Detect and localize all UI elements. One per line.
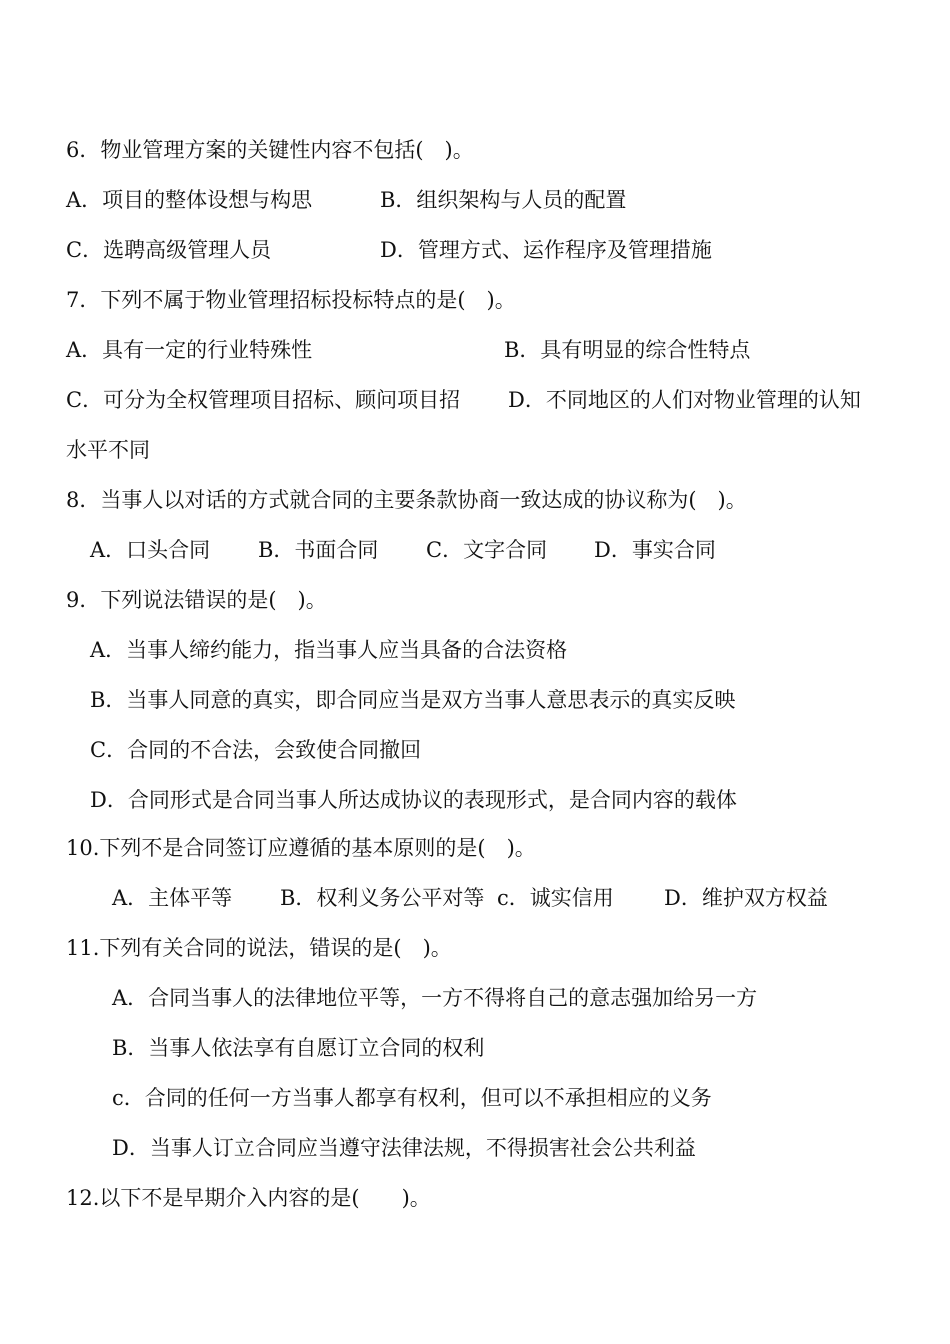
question-6-option-d: D．管理方式、运作程序及管理措施 <box>380 238 712 262</box>
question-10-option-a: A．主体平等 <box>112 886 233 910</box>
question-10-stem: 10.下列不是合同签订应遵循的基本原则的是( )。 <box>66 836 536 860</box>
question-10-option-d: D．维护双方权益 <box>664 886 828 910</box>
question-8-option-d: D．事实合同 <box>594 538 716 562</box>
question-7-option-d-continued: 水平不同 <box>66 438 150 462</box>
question-7-stem: 7．下列不属于物业管理招标投标特点的是( )。 <box>66 288 516 312</box>
question-9-option-a: A．当事人缔约能力，指当事人应当具备的合法资格 <box>90 638 568 662</box>
question-11-option-b: B．当事人依法享有自愿订立合同的权利 <box>112 1036 485 1060</box>
question-6-option-a: A．项目的整体设想与构思 <box>66 188 313 212</box>
question-11-option-c: c．合同的任何一方当事人都享有权利，但可以不承担相应的义务 <box>112 1086 712 1110</box>
question-12-stem: 12.以下不是早期介入内容的是( )。 <box>66 1186 431 1210</box>
question-9-stem: 9．下列说法错误的是( )。 <box>66 588 327 612</box>
question-6-stem: 6．物业管理方案的关键性内容不包括( )。 <box>66 138 474 162</box>
question-6-option-b: B．组织架构与人员的配置 <box>380 188 627 212</box>
question-9-option-b: B．当事人同意的真实，即合同应当是双方当事人意思表示的真实反映 <box>90 688 736 712</box>
question-7-option-b: B．具有明显的综合性特点 <box>504 338 751 362</box>
question-10-option-c: c．诚实信用 <box>497 886 614 910</box>
question-8-option-c: C．文字合同 <box>426 538 548 562</box>
question-7-option-c: C．可分为全权管理项目招标、顾问项目招 <box>66 388 461 412</box>
question-7-option-d: D．不同地区的人们对物业管理的认知 <box>508 388 861 412</box>
question-7-option-a: A．具有一定的行业特殊性 <box>66 338 313 362</box>
question-6-option-c: C．选聘高级管理人员 <box>66 238 272 262</box>
question-10-option-b: B．权利义务公平对等 <box>280 886 485 910</box>
question-11-option-a: A．合同当事人的法律地位平等，一方不得将自己的意志强加给另一方 <box>112 986 758 1010</box>
question-8-option-b: B．书面合同 <box>258 538 379 562</box>
question-11-stem: 11.下列有关合同的说法，错误的是( )。 <box>66 936 452 960</box>
question-8-option-a: A．口头合同 <box>90 538 211 562</box>
question-8-stem: 8．当事人以对话的方式就合同的主要条款协商一致达成的协议称为( )。 <box>66 488 747 512</box>
question-9-option-d: D．合同形式是合同当事人所达成协议的表现形式，是合同内容的载体 <box>90 788 737 812</box>
question-11-option-d: D．当事人订立合同应当遵守法律法规，不得损害社会公共利益 <box>112 1136 696 1160</box>
question-9-option-c: C．合同的不合法，会致使合同撤回 <box>90 738 422 762</box>
